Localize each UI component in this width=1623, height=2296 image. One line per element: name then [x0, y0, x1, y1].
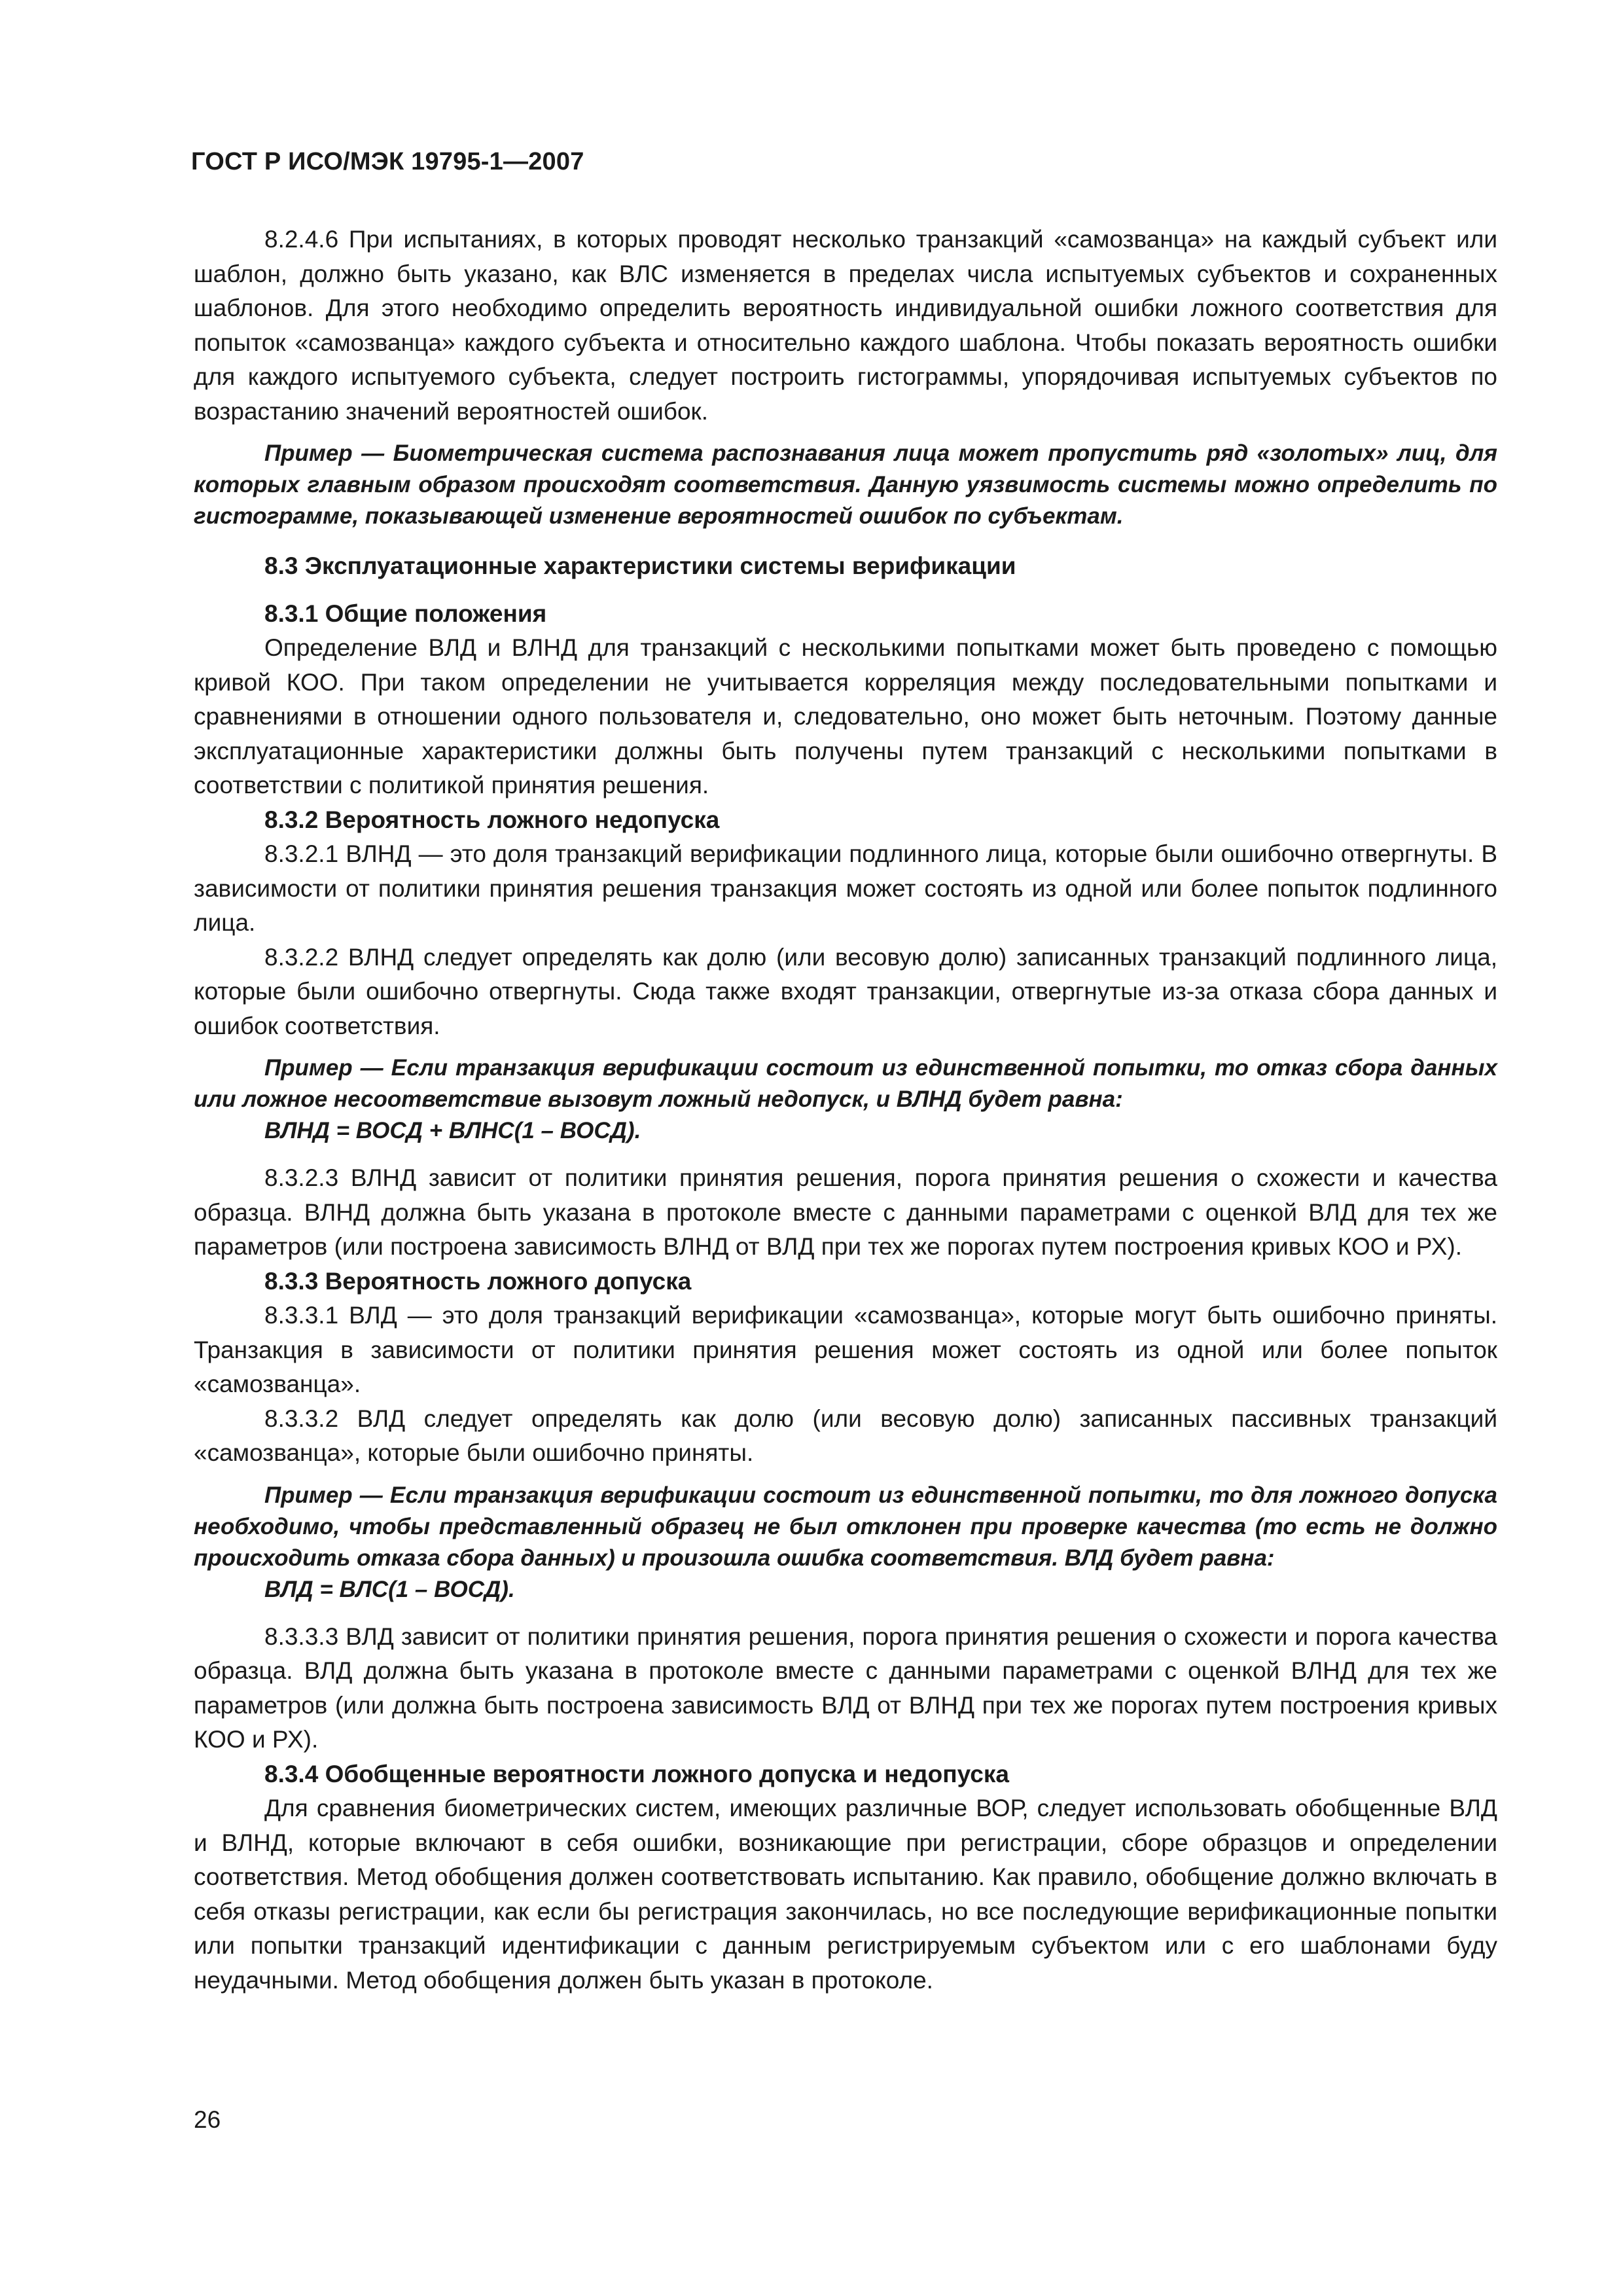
- example-note: Пример — Если транзакция верификации состоит из единственной попытки, то для ложного допуска необходимо, чтобы представленный образец не был отклонен при проверке качества (то есть не должно происходить отказа сбора данных) и произошла ошибка соответствия. ВЛД будет равна:: [194, 1482, 1497, 1571]
- paragraph-8-3-3-3: 8.3.3.3 ВЛД зависит от политики принятия решения, порога принятия решения о схожести и порога качества образца. ВЛД должна быть указана в протоколе вместе с данными параметрами с оценкой ВЛНД для тех же параметров (или должна быть построена зависимость ВЛД от ВЛНД при тех же порогах путем построения кривых КОО и РХ).: [194, 1623, 1497, 1753]
- paragraph-8-3-2-3: 8.3.2.3 ВЛНД зависит от политики принятия решения, порога принятия решения о схожести и качества образца. ВЛНД должна быть указана в протоколе вместе с данными параметрами с оценкой ВЛД для тех же параметров (или построена зависимость ВЛНД от ВЛД при тех же порогах путем построения кривых КОО и РХ).: [194, 1164, 1497, 1260]
- paragraph-8-3-4: Для сравнения биометрических систем, имеющих различные ВОР, следует использовать обобщенные ВЛД и ВЛНД, которые включают в себя ошибки, возникающие при регистрации, сборе образцов и определении соответствия. Метод обобщения должен соответствовать испытанию. Как правило, обобщение должно включать в себя отказы регистрации, как если бы регистрация закончилась, но все последующие верификационные попытки или попытки транзакций идентификации с данным регистрируемым субъектом или с его шаблонами буду неудачными. Метод обобщения должен быть указан в протоколе.: [194, 1795, 1497, 1994]
- page-number: 26: [194, 2106, 221, 2133]
- paragraph-8-3-2-1: 8.3.2.1 ВЛНД — это доля транзакций верификации подлинного лица, которые были ошибочно отвергнуты. В зависимости от политики принятия решения транзакция может состоять из одной или более попыток подлинного лица.: [194, 840, 1497, 936]
- paragraph-8-3-2-2: 8.3.2.2 ВЛНД следует определять как долю (или весовую долю) записанных транзакций подлинного лица, которые были ошибочно отвергнуты. Сюда также входят транзакции, отвергнутые из-за отказа сбора данных и ошибок соответствия.: [194, 943, 1497, 1039]
- paragraph-8-3-1: Определение ВЛД и ВЛНД для транзакций с несколькими попытками может быть проведено с помощью кривой КОО. При таком определении не учитывается корреляция между последовательными попытками и сравнениями в отношении одного пользователя и, следовательно, оно может быть неточным. Поэтому данные эксплуатационные характеристики должны быть получены путем транзакций с несколькими попытками в соответствии с политикой принятия решения.: [194, 634, 1497, 798]
- paragraph-8-2-4-6: 8.2.4.6 При испытаниях, в которых проводят несколько транзакций «самозванца» на каждый субъект или шаблон, должно быть указано, как ВЛС изменяется в пределах числа испытуемых субъектов и сохраненных шаблонов. Для этого необходимо определить вероятность индивидуальной ошибки ложного соответствия для попыток «самозванца» каждого субъекта и относительно каждого шаблона. Чтобы показать вероятность ошибки для каждого испытуемого субъекта, следует построить гистограммы, упорядочивая испытуемых субъектов по возрастанию значений вероятностей ошибок.: [194, 226, 1497, 425]
- page-body: [194, 223, 1497, 1998]
- formula: ВЛНД = ВОСД + ВЛНС(1 – ВОСД).: [264, 1118, 641, 1143]
- formula: ВЛД = ВЛС(1 – ВОСД).: [264, 1576, 515, 1602]
- section-heading-8-3-3: 8.3.3 Вероятность ложного допуска: [264, 1267, 692, 1295]
- section-heading-8-3-2: 8.3.2 Вероятность ложного недопуска: [264, 806, 720, 833]
- paragraph-8-3-3-2: 8.3.3.2 ВЛД следует определять как долю (или весовую долю) записанных пассивных транзакций «самозванца», которые были ошибочно приняты.: [194, 1405, 1497, 1466]
- paragraph-8-3-3-1: 8.3.3.1 ВЛД — это доля транзакций верификации «самозванца», которые могут быть ошибочно приняты. Транзакция в зависимости от политики принятия решения может состоять из одной или более попыток «самозванца».: [194, 1302, 1497, 1397]
- section-heading-8-3-4: 8.3.4 Обобщенные вероятности ложного допуска и недопуска: [264, 1760, 1009, 1787]
- example-note: Пример — Биометрическая система распознавания лица может пропустить ряд «золотых» лиц, для которых главным образом происходят соответствия. Данную уязвимость системы можно определить по гистограмме, показывающей изменение вероятностей ошибок по субъектам.: [194, 440, 1497, 529]
- section-heading-8-3-1: 8.3.1 Общие положения: [264, 600, 547, 627]
- standard-header: ГОСТ Р ИСО/МЭК 19795-1—2007: [191, 148, 584, 175]
- example-note: Пример — Если транзакция верификации состоит из единственной попытки, то отказ сбора данных или ложное несоответствие вызовут ложный недопуск, и ВЛНД будет равна:: [194, 1055, 1497, 1112]
- section-heading-8-3: 8.3 Эксплуатационные характеристики системы верификации: [264, 552, 1016, 579]
